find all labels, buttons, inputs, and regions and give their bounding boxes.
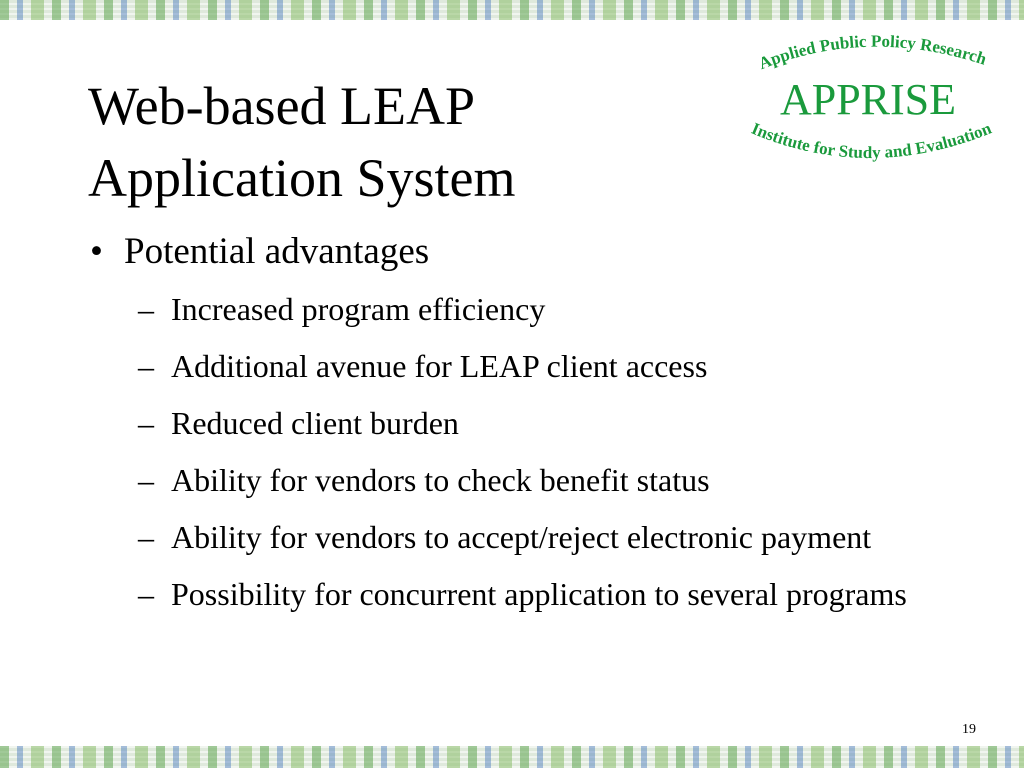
dash-marker: – <box>138 291 154 327</box>
sub-bullet-item <box>88 286 948 332</box>
main-bullet <box>88 228 948 276</box>
logo-bottom-text: Institute for Study and Evaluation <box>748 118 995 163</box>
sub-bullet-list <box>88 286 948 617</box>
sub-bullet-text: Increased program efficiency <box>171 291 546 327</box>
decorative-top-band <box>0 0 1024 20</box>
sub-bullet-item <box>88 457 948 503</box>
apprise-logo <box>728 28 1008 178</box>
sub-bullet-text: Ability for vendors to check benefit status <box>171 462 710 498</box>
main-bullet-text: Potential advantages <box>124 231 430 272</box>
bullet-marker: • <box>90 231 103 272</box>
sub-bullet-text: Ability for vendors to accept/reject electronic payment <box>171 519 872 555</box>
logo-top-text: Applied Public Policy Research <box>756 31 989 74</box>
slide-title-line-2: Application System <box>88 148 516 208</box>
sub-bullet-item <box>88 400 948 446</box>
dash-marker: – <box>138 405 154 441</box>
sub-bullet-item <box>88 514 948 560</box>
slide-title <box>88 70 515 214</box>
logo-name: APPRISE <box>779 75 957 124</box>
dash-marker: – <box>138 348 154 384</box>
sub-bullet-text: Additional avenue for LEAP client access <box>171 348 708 384</box>
sub-bullet-text: Possibility for concurrent application to several programs <box>171 576 907 612</box>
dash-marker: – <box>138 519 154 555</box>
dash-marker: – <box>138 576 154 612</box>
decorative-bottom-band <box>0 746 1024 768</box>
slide-content <box>88 228 948 628</box>
sub-bullet-item <box>88 571 948 617</box>
slide-title-line-1: Web-based LEAP <box>88 76 476 136</box>
dash-marker: – <box>138 462 154 498</box>
sub-bullet-text: Reduced client burden <box>171 405 459 441</box>
page-number: 19 <box>962 722 976 737</box>
sub-bullet-item <box>88 343 948 389</box>
